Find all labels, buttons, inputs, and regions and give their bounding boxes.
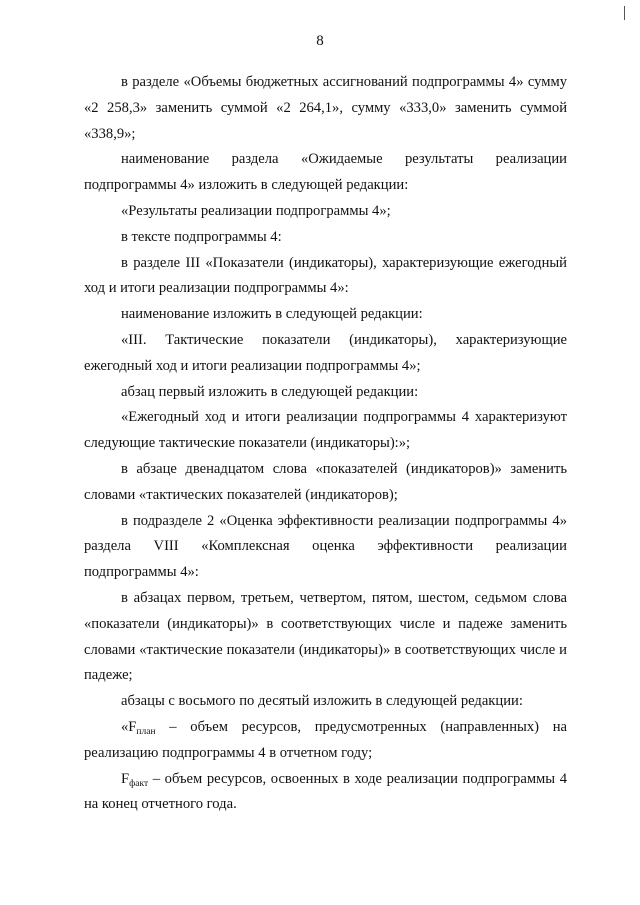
- document-body: [84, 70, 567, 818]
- paragraph-rename: наименование изложить в следующей редакции:: [121, 306, 423, 323]
- page-number: 8: [316, 33, 324, 49]
- paragraph-subsection-2: в подразделе 2 «Оценка эффективности реализации подпрограммы 4» раздела VIII «Комплексная оценка эффективности реализации подпрограммы 4»:: [84, 512, 567, 581]
- f-fact-subscript: факт: [129, 778, 149, 789]
- paragraph-abzacs-8-10: абзацы с восьмого по десятый изложить в следующей редакции:: [121, 693, 523, 710]
- paragraph-section-title-change: наименование раздела «Ожидаемые результаты реализации подпрограммы 4» изложить в следующей редакции:: [84, 151, 567, 194]
- f-fact-symbol: F: [121, 770, 130, 787]
- paragraph-new-section-iii-title: «III. Тактические показатели (индикаторы), характеризующие ежегодный ход и итоги реализации подпрограммы 4»;: [84, 331, 567, 374]
- paragraph-new-section-title: «Результаты реализации подпрограммы 4»;: [121, 202, 391, 219]
- paragraph-abzacs-replace: в абзацах первом, третьем, четвертом, пятом, шестом, седьмом слова «показатели (индикаторы)» в соответствующих числе и падеже заменить словами «тактические показатели (индикаторы)» в соответствующих числе и падеже;: [84, 589, 567, 684]
- f-plan-symbol: «F: [121, 718, 137, 735]
- paragraph-first-abzac: абзац первый изложить в следующей редакции:: [121, 383, 419, 400]
- paragraph-subprogram-text: в тексте подпрограммы 4:: [121, 228, 282, 245]
- f-fact-definition: – объем ресурсов, освоенных в ходе реализации подпрограммы 4 на конец отчетного года.: [84, 770, 567, 813]
- paragraph-f-plan: [84, 715, 567, 767]
- paragraph-f-fact: [84, 767, 567, 819]
- paragraph-budget-amounts: в разделе «Объемы бюджетных ассигнований подпрограммы 4» сумму «2 258,3» заменить суммой «2 264,1», сумму «333,0» заменить суммой «338,9»;: [84, 74, 567, 142]
- f-plan-definition: – объем ресурсов, предусмотренных (направленных) на реализацию подпрограммы 4 в отчетном году;: [84, 718, 567, 761]
- paragraph-annual-progress: «Ежегодный ход и итоги реализации подпрограммы 4 характеризуют следующие тактические показатели (индикаторы):»;: [84, 409, 567, 452]
- f-plan-subscript: план: [136, 726, 156, 737]
- paragraph-section-iii: в разделе III «Показатели (индикаторы), характеризующие ежегодный ход и итоги реализации подпрограммы 4»:: [84, 254, 567, 297]
- scan-edge-mark: [624, 6, 625, 20]
- paragraph-twelfth-abzac: в абзаце двенадцатом слова «показателей (индикаторов)» заменить словами «тактических показателей (индикаторов);: [84, 460, 567, 503]
